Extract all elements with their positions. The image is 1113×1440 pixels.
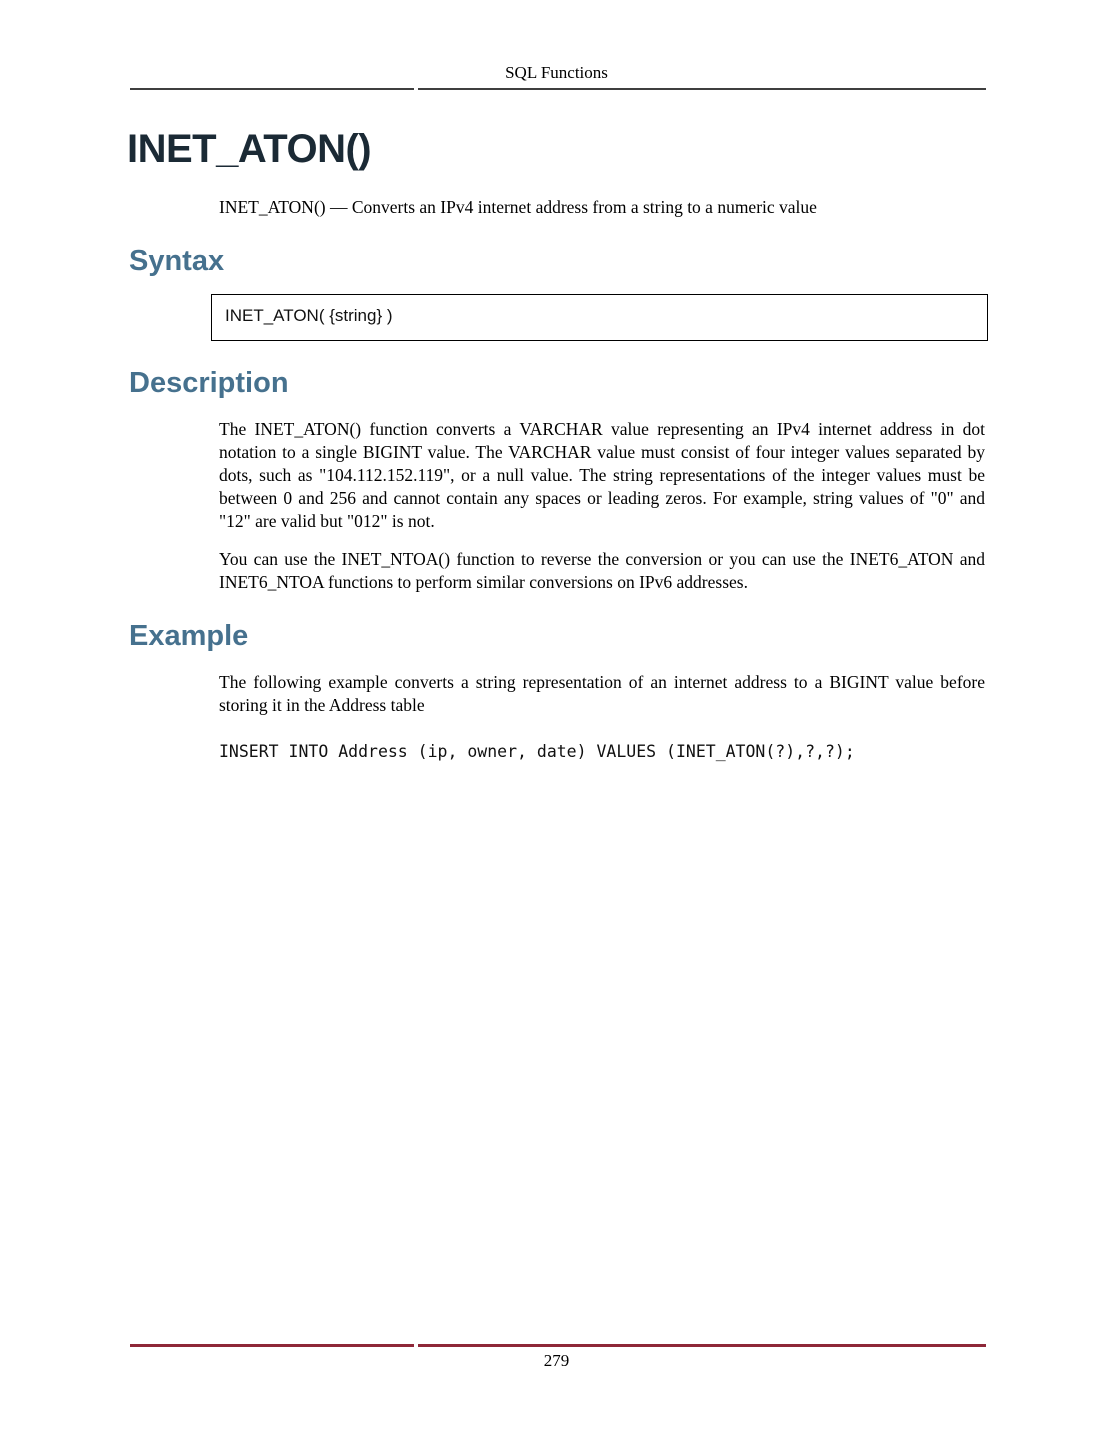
function-summary: INET_ATON() — Converts an IPv4 internet address from a string to a numeric value [219,197,817,217]
footer-rule-left-segment [130,1344,414,1347]
section-heading-description: Description [129,366,289,399]
syntax-box [211,294,988,340]
example-intro: The following example converts a string representation of an internet address to a BIGINT value before storing it in the Address table [219,672,985,716]
description-paragraph-1: The INET_ATON() function converts a VARCHAR value representing an IPv4 internet address in dot notation to a single BIGINT value. The VARCHAR value must consist of four integer values separated by dots, such as "104.112.152.119", or a null value. The string representations of the integer values must be between 0 and 256 and cannot contain any spaces or leading zeros. For example, string values of "0" and "12" are valid but "012" is not. [219,419,985,532]
section-heading-example: Example [129,620,249,653]
header-rule-right-segment [418,88,986,90]
footer-rule-right-segment [418,1344,986,1347]
header-rule-left-segment [130,88,414,90]
example-code: INSERT INTO Address (ip, owner, date) VALUES (INET_ATON(?),?,?); [219,742,855,762]
page-content [0,126,1113,763]
footer-rule [130,1344,986,1347]
description-paragraph-2: You can use the INET_NTOA() function to reverse the conversion or you can use the INET6_ATON and INET6_NTOA functions to perform similar conversions on IPv6 addresses. [219,549,985,593]
syntax-code: INET_ATON( {string} ) [225,306,393,326]
running-header: SQL Functions [505,63,608,82]
page-title: INET_ATON() [127,127,372,171]
header-rule [130,88,986,90]
section-heading-syntax: Syntax [129,245,225,277]
page-number: 279 [543,1351,570,1370]
